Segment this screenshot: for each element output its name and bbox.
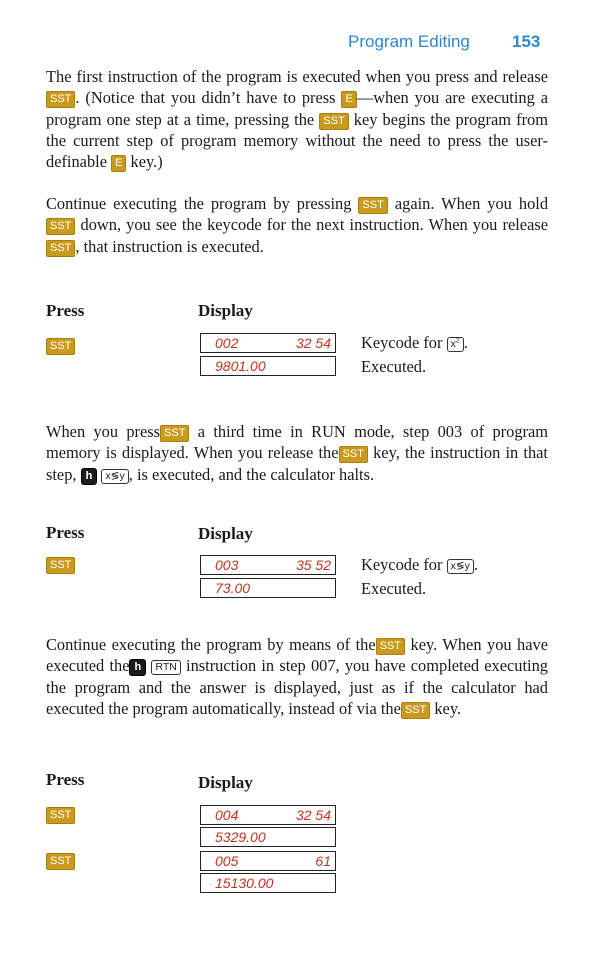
display-step: 005	[215, 853, 239, 869]
press-heading: Press	[46, 301, 85, 320]
x-squared-key-icon: $x^2$	[447, 337, 464, 352]
p3-text-2: a third time in RUN mode, step 003 of program memory is displayed. When you release the	[46, 422, 549, 463]
display-note: Executed.	[361, 357, 427, 376]
page-header	[0, 32, 593, 54]
sst-key-icon: SST	[46, 218, 75, 235]
display-value: 73.00	[215, 580, 251, 596]
sst-key-icon: SST	[46, 91, 75, 108]
sst-key-icon: SST	[401, 702, 430, 719]
p1-text-1: The first instruction of the program is executed when you press and release	[46, 67, 548, 86]
display-readout	[200, 356, 336, 376]
sst-key-icon: SST	[46, 240, 75, 257]
sst-key-icon: SST	[358, 197, 387, 214]
p4-text-2: key. When you have executed the	[46, 635, 548, 676]
display-heading: Display	[198, 773, 253, 792]
display-value: 5329.00	[215, 829, 266, 845]
sst-key-icon: SST	[160, 425, 189, 442]
display-readout	[200, 333, 336, 353]
display-readout	[200, 851, 336, 871]
sst-key-icon: SST	[46, 807, 75, 824]
paragraph-4	[46, 634, 548, 719]
p2-text-3: down, you see the keycode for the next instruction. When you release	[80, 215, 548, 235]
p3-text-4: , is executed, and the calculator halts.	[128, 464, 375, 484]
p2-text-1: Continue executing the program by pressing	[46, 194, 352, 213]
p1-text-4: key begins the program from the current step of program memory without the need to press the user-definable	[46, 109, 548, 172]
p3-text-1: When you press	[46, 422, 161, 441]
e-key-icon: E	[341, 91, 356, 108]
page-number: 153	[512, 32, 541, 51]
press-heading: Press	[46, 770, 85, 789]
p4-text-1: Continue executing the program by means of the	[46, 635, 376, 654]
p2-text-2: again. When you hold	[394, 194, 549, 213]
running-title: Program Editing	[348, 32, 470, 51]
press-key	[46, 337, 75, 355]
sst-key-icon: SST	[376, 638, 405, 655]
p3-text-3: key, the instruction in that step,	[46, 443, 548, 484]
p1-text-5: key.)	[130, 152, 163, 172]
display-heading: Display	[198, 301, 253, 320]
press-key	[46, 556, 75, 574]
p4-text-4: key.	[434, 698, 462, 718]
press-key	[46, 806, 75, 824]
display-readout	[200, 827, 336, 847]
display-note: Keycode for x≶y .	[361, 555, 478, 574]
display-value: 15130.00	[215, 875, 274, 891]
display-keycode: 35 52	[295, 557, 331, 573]
e-key-icon: E	[111, 155, 126, 172]
display-readout	[200, 578, 336, 598]
p2-text-4: , that instruction is executed.	[75, 236, 264, 256]
display-step: 004	[215, 807, 239, 823]
display-readout	[200, 805, 336, 825]
display-step: 003	[215, 557, 239, 573]
display-note: Executed.	[361, 579, 427, 598]
display-heading: Display	[198, 524, 253, 543]
h-shift-key-icon: h	[129, 659, 146, 676]
paragraph-1	[46, 66, 548, 172]
paragraph-2	[46, 193, 548, 257]
sst-key-icon: SST	[319, 113, 348, 130]
x-exchange-y-key-icon: x≶y	[101, 469, 128, 484]
display-keycode: 32 54	[295, 807, 331, 823]
x-exchange-y-key-icon: x≶y	[447, 559, 474, 574]
display-value: 9801.00	[215, 358, 266, 374]
sst-key-icon: SST	[46, 557, 75, 574]
display-readout	[200, 873, 336, 893]
sst-key-icon: SST	[46, 338, 75, 355]
display-readout	[200, 555, 336, 575]
press-key	[46, 852, 75, 870]
sst-key-icon: SST	[46, 853, 75, 870]
paragraph-3	[46, 421, 548, 485]
press-heading: Press	[46, 523, 85, 542]
sst-key-icon: SST	[339, 446, 368, 463]
p1-text-2: . (Notice that you didn’t have to press	[75, 88, 336, 108]
display-note: Keycode for $x^2$ .	[361, 333, 468, 352]
display-keycode: 32 54	[295, 335, 331, 351]
p1-text-3: —when you are executing a program one step at a time, pressing the	[46, 88, 548, 129]
display-keycode: 61	[315, 853, 331, 869]
p4-text-3: instruction in step 007, you have completed executing the program and the answer is displayed, just as if the calculator had executed the program automatically, instead of via the	[46, 656, 548, 718]
display-step: 002	[215, 335, 239, 351]
h-shift-key-icon: h	[81, 468, 98, 485]
rtn-key-icon: RTN	[151, 660, 180, 675]
